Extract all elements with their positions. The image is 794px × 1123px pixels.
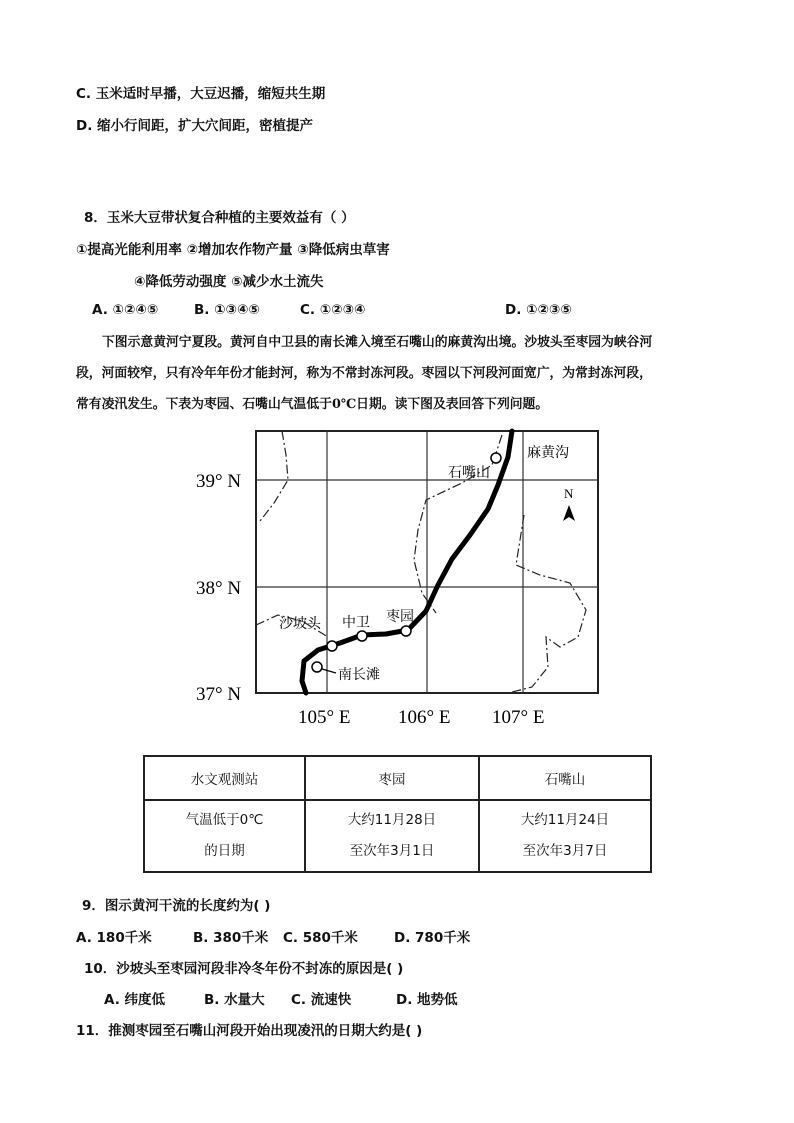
q10-choice-a: A. 纬度低 (104, 992, 166, 1008)
label-37n: 37° N (196, 684, 242, 705)
q9-stem: 9．图示黄河干流的长度约为( ) (82, 898, 271, 914)
table-row-label (144, 800, 305, 872)
q8-choice-a: A. ①②④⑤ (92, 302, 159, 318)
shapotou-marker (327, 641, 337, 651)
zhongwei-marker (357, 631, 367, 641)
label-shapotou: 沙坡头 (279, 616, 321, 632)
q10-choice-d: D. 地势低 (396, 992, 458, 1008)
q9-choice-c: C. 580千米 (283, 930, 358, 946)
label-39n: 39° N (196, 471, 242, 492)
table-header-row (144, 756, 651, 800)
q8-stem: 8．玉米大豆带状复合种植的主要效益有（ ） (84, 210, 355, 226)
label-mahuanggou: 麻黄沟 (527, 445, 569, 461)
passage-line2: 段，河面较窄，只有冷年年份才能封河，称为不常封冻河段。枣园以下河段河面宽广，为常封冻河段， (76, 366, 652, 381)
passage (76, 327, 716, 420)
option-d-prev: D. 缩小行间距，扩大穴间距，密植提产 (76, 118, 314, 134)
freeze-date-table (143, 755, 652, 873)
nanchangtan-marker (312, 662, 322, 672)
q10-choice-c: C. 流速快 (291, 992, 352, 1008)
label-106e: 106° E (398, 707, 451, 728)
label-105e: 105° E (298, 707, 351, 728)
row-label-line1: 气温低于0℃ (185, 812, 264, 828)
north-label: N (564, 486, 574, 501)
q9-choice-b: B. 380千米 (193, 930, 269, 946)
yellow-river-map (190, 425, 610, 730)
q11-stem: 11．推测枣园至石嘴山河段开始出现凌汛的日期大约是( ) (76, 1023, 423, 1039)
q8-choice-b: B. ①③④⑤ (194, 302, 260, 318)
label-zaoyuan: 枣园 (386, 609, 414, 625)
row-label-line2: 的日期 (204, 843, 245, 859)
zaoyuan-marker (401, 626, 411, 636)
boundary-east (508, 515, 586, 693)
provincial-boundary (256, 431, 586, 693)
table-header-shizuishan: 石嘴山 (479, 756, 651, 800)
table-cell-shizuishan (479, 800, 651, 872)
q10-stem: 10．沙坡头至枣园河段非冷冬年份不封冻的原因是( ) (84, 961, 404, 977)
label-107e: 107° E (492, 707, 545, 728)
q10-choice-b: B. 水量大 (204, 992, 265, 1008)
table-header-zaoyuan: 枣园 (305, 756, 479, 800)
table-cell-zaoyuan (305, 800, 479, 872)
q8-choice-d: D. ①②③⑤ (505, 302, 572, 318)
shizuishan-date-end: 至次年3月7日 (522, 843, 608, 859)
nanchangtan-leader (322, 669, 336, 673)
passage-line1: 下图示意黄河宁夏段。黄河自中卫县的南长滩入境至石嘴山的麻黄沟出境。沙坡头至枣园为峡谷河 (102, 335, 653, 350)
north-arrow-icon (563, 505, 575, 521)
boundary-west (260, 431, 288, 521)
label-zhongwei: 中卫 (342, 615, 370, 631)
q8-items-line1: ①提高光能利用率 ②增加农作物产量 ③降低病虫草害 (76, 242, 390, 258)
label-nanchangtan: 南长滩 (338, 667, 380, 683)
shizuishan-date-start: 大约11月24日 (520, 812, 610, 828)
table-header-station: 水文观测站 (144, 756, 305, 800)
zaoyuan-date-start: 大约11月28日 (347, 812, 437, 828)
option-c-prev: C. 玉米适时早播，大豆迟播，缩短共生期 (76, 86, 326, 102)
q8-choice-c: C. ①②③④ (300, 302, 366, 318)
table-row (144, 800, 651, 872)
label-shizuishan: 石嘴山 (448, 465, 490, 481)
zaoyuan-date-end: 至次年3月1日 (349, 843, 435, 859)
label-38n: 38° N (196, 578, 242, 599)
q9-choice-a: A. 180千米 (76, 930, 152, 946)
passage-line3: 常有凌汛发生。下表为枣园、石嘴山气温低于0℃日期。读下图及表回答下列问题。 (76, 397, 549, 412)
q9-choice-d: D. 780千米 (394, 930, 471, 946)
q8-items-line2: ④降低劳动强度 ⑤减少水土流失 (134, 274, 324, 290)
shizuishan-marker (491, 453, 501, 463)
